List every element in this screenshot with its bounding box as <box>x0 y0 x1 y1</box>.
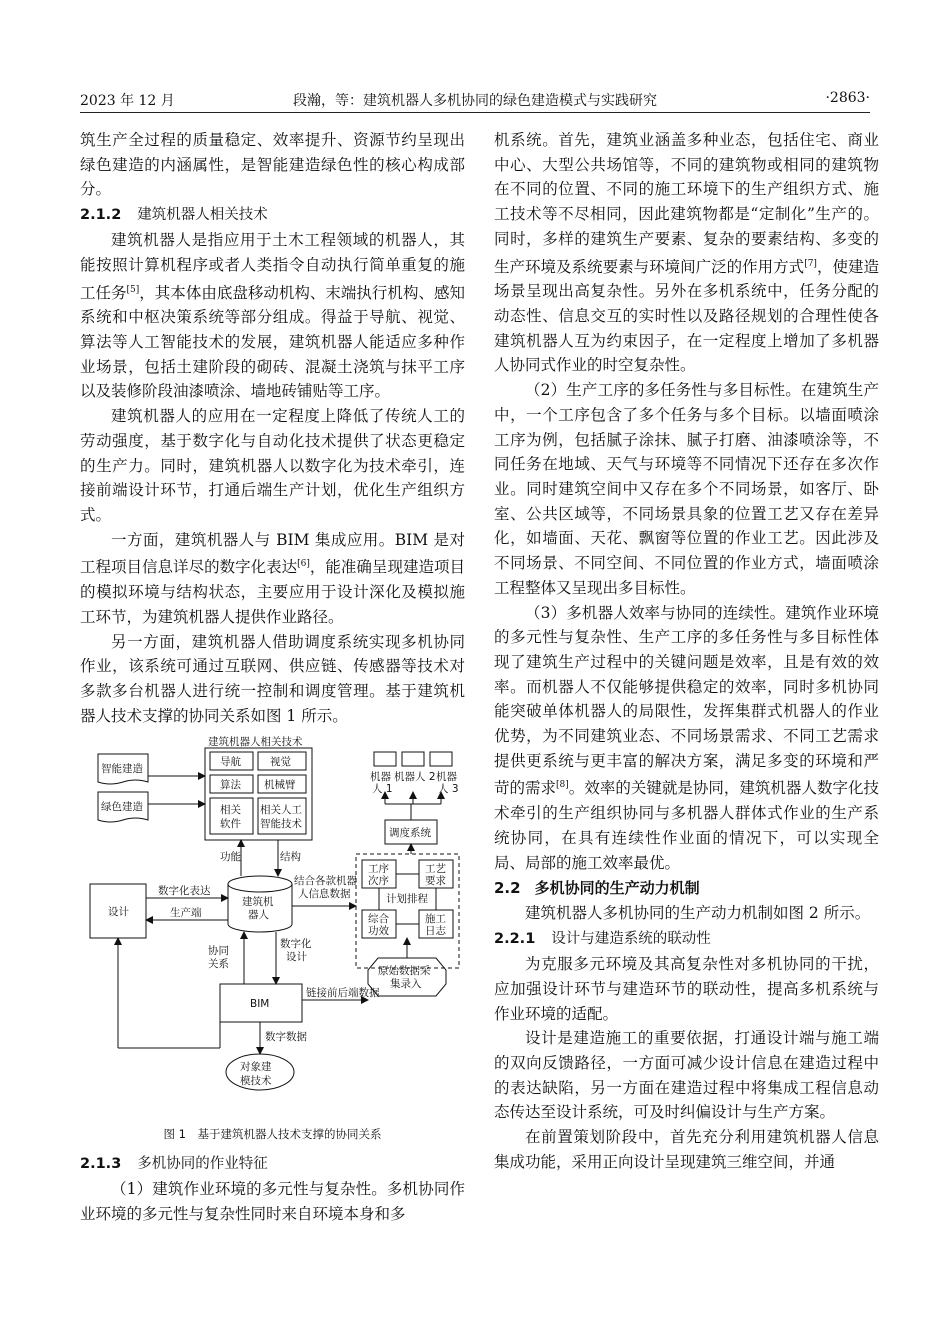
section-title: 建筑机器人相关技术 <box>137 207 268 224</box>
raw-data-shape <box>368 958 446 996</box>
label-robot-1b: 人 1 <box>372 783 393 796</box>
citation[interactable]: [5] <box>126 284 140 295</box>
paragraph: 另一方面，建筑机器人借助调度系统实现多机协同作业，该系统可通过互联网、供应链、传感器等技术对多款多台机器人进行统一控制和调度管理。基于建筑机器人技术支撑的协同关系如图 1 所示。 <box>80 632 465 725</box>
section-number: 2.1.3 <box>80 1156 122 1173</box>
paragraph: 在前置策划阶段中，首先充分利用建筑机器人信息集成功能，采用正向设计呈现建筑三维空间，并通 <box>494 1128 879 1171</box>
label-object-1: 对象建 <box>240 1061 272 1074</box>
label-software-1: 相关 <box>220 804 241 817</box>
section-number: 2.1.2 <box>80 207 122 224</box>
section-title: 设计与建造系统的联动性 <box>551 931 711 948</box>
label-coop-1: 协同 <box>208 945 229 958</box>
label-function: 功能 <box>220 851 241 864</box>
label-dispatch: 调度系统 <box>389 827 431 840</box>
paragraph-text: ，使建造场景呈现出高复杂性。另外在多机系统中，任务分配的动态性、信息交互的实时性以及路径规划的合理性使各建筑机器人互为约束因子，在一定程度上增加了多机器人协同式作业的时空复杂性。 <box>494 257 879 375</box>
tech-title: 建筑机器人相关技术 <box>208 736 303 749</box>
section-heading-2-2 <box>494 876 879 900</box>
label-raw-2: 集录入 <box>390 978 422 991</box>
figure-1 <box>80 734 465 1124</box>
right-column <box>494 128 879 1174</box>
section-heading-2-1-3 <box>80 1152 465 1176</box>
paragraph: 为克服多元环境及其高复杂性对多机协同的干扰，应加强设计环节与建造环节的联动性，提高多机系统与作业环境的适配。 <box>494 955 879 1023</box>
label-raw-1: 原始数据采 <box>378 965 431 978</box>
label-green-build: 绿色建造 <box>101 801 143 814</box>
label-plan: 计划排程 <box>386 893 428 906</box>
label-arm: 机械臂 <box>264 779 296 792</box>
paragraph-text: ，能准确呈现建造项目的模拟环境与结构状态，主要应用于设计深化及模拟施工环节，为建筑机器人提供作业路径。 <box>80 558 465 626</box>
label-log-1: 施工 <box>425 913 446 926</box>
header-date: 2023 年 12 月 <box>80 93 175 109</box>
label-robot-3a: 机器 <box>436 771 457 784</box>
label-object-2: 模技术 <box>240 1075 272 1088</box>
label-efficiency-2: 功效 <box>368 925 389 938</box>
citation[interactable]: [8] <box>556 780 569 791</box>
label-vision: 视觉 <box>270 756 291 769</box>
paragraph-text: 建筑机器人是指应用于土木工程领域的机器人，其能按照计算机程序或者人类指令自动执行简单重复的施工任务 <box>80 231 465 302</box>
paragraph: 建筑机器人多机协同的生产动力机制如图 2 所示。 <box>525 904 871 923</box>
paragraph: （1）建筑作业环境的多元性与复杂性。多机协同作业环境的多元性与复杂性同时来自环境本身和多 <box>80 1180 465 1224</box>
robot-2-chip <box>402 752 424 766</box>
label-nav: 导航 <box>220 756 241 769</box>
header-page-number: ·2863· <box>825 90 870 106</box>
label-software-2: 软件 <box>220 818 241 831</box>
section-number: 2.2 <box>494 879 521 898</box>
paragraph-text: 机系统。首先，建筑业涵盖多种业态，包括住宅、商业中心、大型公共场馆等，不同的建筑物或相同的建筑物在不同的位置、不同的施工环境下的生产组织方式、施工技术等不尽相同，因此建筑物都是“定制化”生产的。同时，多样的建筑生产要素、复杂的要素结构、多变的生产环境及系统要素与环境间广泛的作用方式 <box>494 131 879 276</box>
paragraph <box>80 228 465 404</box>
paragraph-text: 。效率的关键就是协同，建筑机器人数字化技术牵引的生产组织协同与多机器人群体式作业的生产系统协同，在具有连续性作业面的情况下，可以实现全局、局部的施工效率最优。 <box>494 779 879 872</box>
robot-cylinder <box>228 884 292 932</box>
label-robot-1a: 机器 <box>370 771 391 784</box>
running-header <box>80 90 870 113</box>
paragraph <box>494 128 879 378</box>
label-combine-1: 结合各款机器 <box>294 875 357 888</box>
label-efficiency-1: 综合 <box>368 913 389 926</box>
label-craft-1: 工艺 <box>425 863 446 876</box>
label-bim: BIM <box>250 998 270 1011</box>
label-algo: 算法 <box>220 779 241 792</box>
label-ai-2: 智能技术 <box>260 818 302 831</box>
label-process-2: 次序 <box>368 875 389 888</box>
paragraph: （2）生产工序的多任务性与多目标性。在建筑生产中，一个工序包含了多个任务与多个目标。以墙面喷涂工序为例，包括腻子涂抹、腻子打磨、油漆喷涂等，不同任务在地域、天气与环境等不同情况下还存在多次作业。同时建筑空间中又存在多个不同场景，如客厅、卧室、公共区域等，不同场景具象的位置工艺又存在差异化，如墙面、天花、飘窗等位置的作业工艺。因此涉及不同场景、不同空间、不同位置的作业方式，墙面喷涂工程整体又呈现出多目标性。 <box>494 381 879 597</box>
header-title: 段瀚，等：建筑机器人多机协同的绿色建造模式与实践研究 <box>293 93 657 109</box>
section-title: 多机协同的作业特征 <box>137 1156 268 1173</box>
section-number: 2.2.1 <box>494 931 536 948</box>
paragraph <box>80 528 465 630</box>
label-process-1: 工序 <box>368 863 389 876</box>
label-design: 设计 <box>108 906 129 919</box>
section-title: 多机协同的生产动力机制 <box>534 879 700 898</box>
label-link-data: 链接前后端数据 <box>306 987 380 1000</box>
label-digital-data: 数字数据 <box>265 1031 307 1044</box>
section-heading-2-2-1 <box>494 927 879 951</box>
label-production: 生产端 <box>170 907 202 920</box>
label-craft-2: 要求 <box>425 875 446 888</box>
label-digital-design-1: 数字化 <box>280 938 312 951</box>
robot-3-chip <box>430 752 452 766</box>
robot-1-chip <box>374 752 396 766</box>
label-robot-center-2: 器人 <box>248 909 269 922</box>
paragraph: 筑生产全过程的质量稳定、效率提升、资源节约呈现出绿色建造的内涵属性，是智能建造绿色性的核心构成部分。 <box>80 131 465 199</box>
paragraph-text: （3）多机器人效率与协同的连续性。建筑作业环境的多元性与复杂性、生产工序的多任务性与多目标性体现了建筑生产过程中的关键问题是效率，且是有效的效率。而机器人不仅能够提供稳定的效率，同时多机协同能突破单体机器人的局限性，发挥集群式机器人的作业优势，为不同建筑业态、不同场景需求、不同工艺需求提供更系统与更丰富的解决方案，满足多变的环境和严苛的需求 <box>494 603 879 798</box>
label-smart-build: 智能建造 <box>101 763 143 776</box>
paragraph: 建筑机器人的应用在一定程度上降低了传统人工的劳动强度，基于数字化与自动化技术提供了状态更稳定的生产力。同时，建筑机器人以数字化为技术牵引，连接前端设计环节，打通后端生产计划，优化生产组织方式。 <box>80 407 465 524</box>
label-robot-center-1: 建筑机 <box>242 896 274 909</box>
label-digital-expression: 数字化表达 <box>158 885 211 898</box>
citation[interactable]: [6] <box>297 559 310 570</box>
paragraph <box>494 601 879 876</box>
label-digital-design-2: 设计 <box>286 951 307 964</box>
label-combine-2: 人信息数据 <box>298 888 351 901</box>
paragraph: 设计是建造施工的重要依据，打通设计端与施工端的双向反馈路径，一方面可减少设计信息在建造过程中的表达缺陷，另一方面在建造过程中将集成工程信息动态传达至设计系统，可及时纠偏设计与生产方案。 <box>494 1029 879 1122</box>
section-heading-2-1-2 <box>80 203 465 227</box>
label-robot-3b: 人 3 <box>438 783 459 796</box>
label-robot-2: 机器人 2 <box>394 771 436 784</box>
citation[interactable]: [7] <box>804 258 817 269</box>
paragraph-text: ，其本体由底盘移动机构、末端执行机构、感知系统和中枢决策系统等部分组成。得益于导航、视觉、算法等人工智能技术的发展，建筑机器人能适应多种作业场景，包括土建阶段的砌砖、混凝土浇筑与抹平工序以及装修阶段油漆喷涂、墙地砖铺贴等工序。 <box>80 283 465 401</box>
label-log-2: 日志 <box>425 925 446 938</box>
paragraph-text: 一方面，建筑机器人与 BIM 集成应用。BIM 是对工程项目信息详尽的数字化表达 <box>80 530 465 577</box>
left-column <box>80 128 465 1227</box>
label-ai-1: 相关人工 <box>260 804 302 817</box>
figure-caption: 图 1 基于建筑机器人技术支撑的协同关系 <box>163 1127 382 1142</box>
collaboration-diagram <box>80 734 465 1124</box>
label-structure: 结构 <box>280 851 301 864</box>
label-coop-2: 关系 <box>208 958 229 971</box>
